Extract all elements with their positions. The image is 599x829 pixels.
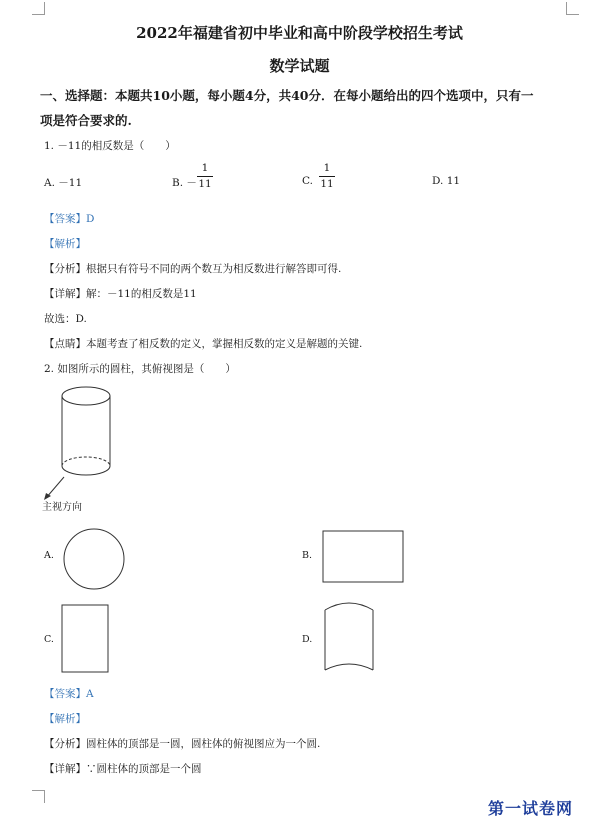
q2-option-d-curved-shape bbox=[323, 598, 375, 674]
q1-analysis: 【分析】根据只有符号不同的两个数互为相反数进行解答即可得. bbox=[44, 263, 342, 275]
q1-option-c-denominator: 11 bbox=[320, 178, 334, 190]
q1-analysis-tag: 【解析】 bbox=[44, 238, 86, 250]
q2-option-a-circle-shape bbox=[62, 527, 126, 591]
section-heading-line1: 一、选择题：本题共10小题，每小题4分，共40分．在每小题给出的四个选项中，只有一 bbox=[40, 88, 534, 103]
q2-answer: 【答案】A bbox=[44, 688, 94, 700]
q1-option-c-prefix: C. bbox=[302, 175, 313, 187]
cylinder-figure bbox=[52, 382, 122, 512]
q2-analysis-tag: 【解析】 bbox=[44, 713, 86, 725]
site-watermark: 第一试卷网 bbox=[488, 799, 574, 818]
section-heading-line2: 项是符合要求的. bbox=[40, 113, 132, 128]
q1-choice: 故选：D. bbox=[44, 313, 87, 325]
q2-option-c-label: C. bbox=[44, 634, 54, 645]
q1-comment: 【点睛】本题考查了相反数的定义，掌握相反数的定义是解题的关键. bbox=[44, 338, 363, 350]
q1-detailed-solution: 【详解】解：－11的相反数是11 bbox=[44, 288, 197, 300]
q2-option-d-label: D. bbox=[302, 634, 313, 645]
document-title: 2022年福建省初中毕业和高中阶段学校招生考试 bbox=[136, 24, 463, 42]
document-subtitle: 数学试题 bbox=[269, 57, 330, 75]
q1-stem: 1. －11的相反数是（ ） bbox=[44, 140, 176, 152]
fraction-bar bbox=[319, 176, 335, 177]
q1-option-c-numerator: 1 bbox=[323, 162, 331, 174]
crop-mark-top-right bbox=[566, 2, 579, 15]
q1-option-d: D. 11 bbox=[432, 175, 461, 187]
view-direction-label: 主视方向 bbox=[42, 502, 82, 513]
crop-mark-bottom-left bbox=[32, 790, 45, 803]
q2-option-b-rectangle-shape bbox=[322, 530, 404, 584]
q2-stem: 2. 如图所示的圆柱，其俯视图是（ ） bbox=[44, 363, 236, 375]
q1-option-c-fraction bbox=[319, 162, 335, 191]
q1-option-b-fraction bbox=[197, 162, 213, 191]
q2-detailed-solution: 【详解】∵圆柱体的顶部是一个圆 bbox=[44, 763, 202, 775]
q1-option-b-prefix: B. － bbox=[172, 177, 197, 189]
q2-option-a-label: A. bbox=[44, 550, 54, 561]
crop-mark-top-left bbox=[32, 2, 45, 15]
q1-option-a: A. －11 bbox=[44, 177, 83, 189]
q1-option-b-numerator: 1 bbox=[201, 162, 209, 174]
fraction-bar bbox=[197, 176, 213, 177]
q1-option-b-denominator: 11 bbox=[198, 178, 212, 190]
q1-answer: 【答案】D bbox=[44, 213, 95, 225]
q2-analysis: 【分析】圆柱体的顶部是一圆，圆柱体的俯视图应为一个圆. bbox=[44, 738, 321, 750]
q2-option-c-tall-rectangle-shape bbox=[61, 604, 109, 674]
q2-option-b-label: B. bbox=[302, 550, 313, 561]
